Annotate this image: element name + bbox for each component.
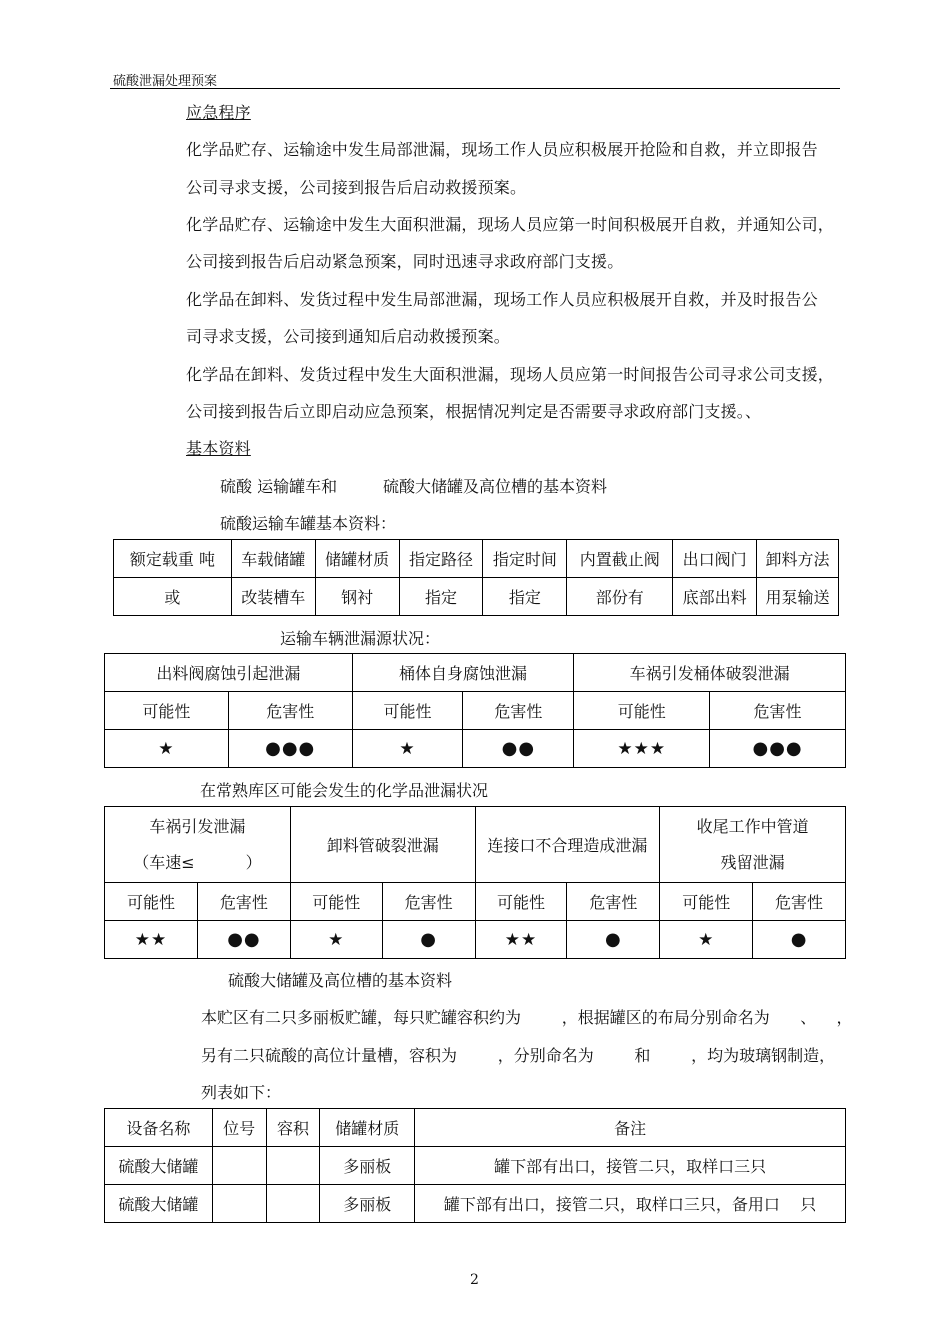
table-cell: 用泵输送 — [757, 578, 839, 616]
rating-stars: ★ — [352, 730, 463, 768]
table-cell: 改装槽车 — [231, 578, 315, 616]
subheading-storage: 硫酸大储罐及高位槽的基本资料 — [383, 477, 608, 496]
table-header-cell: 储罐材质 — [315, 540, 399, 578]
leak-group-header: 出料阀腐蚀引起泄漏 — [105, 654, 353, 692]
rating-dots: ● — [753, 921, 846, 959]
section-heading-emergency-procedure: 应急程序 — [186, 103, 251, 122]
table-cell: 底部出料 — [673, 578, 757, 616]
rating-stars: ★★ — [105, 921, 198, 959]
rating-dots: ●●● — [228, 730, 352, 768]
sub-header-cell: 可能性 — [574, 692, 710, 730]
table-header-cell: 内置截止阀 — [567, 540, 673, 578]
table-header-cell: 指定路径 — [399, 540, 483, 578]
table-header-cell: 设备名称 — [105, 1109, 213, 1147]
table-cell: 指定 — [399, 578, 483, 616]
paragraph-line: 另有二只硫酸的高位计量槽，容积为 ，分别命名为 和 ，均为玻璃钢制造， — [201, 1046, 836, 1065]
leak-group-header: 卸料管破裂泄漏 — [290, 807, 475, 883]
leak-group-line: （车速≤ ） — [133, 852, 262, 872]
sub-header-cell: 危害性 — [567, 883, 660, 921]
paragraph-line: 司寻求支援，公司接到通知后启动救援预案。 — [186, 327, 511, 346]
table-cell: 多丽板 — [320, 1185, 415, 1223]
leak-group-line: 残留泄漏 — [720, 852, 785, 872]
table-header-cell: 位号 — [212, 1109, 266, 1147]
rating-dots: ● — [382, 921, 475, 959]
table-header-cell: 容积 — [266, 1109, 320, 1147]
sub-header-cell: 可能性 — [105, 883, 198, 921]
sub-header-cell: 危害性 — [753, 883, 846, 921]
table-header-cell: 备注 — [415, 1109, 846, 1147]
rating-stars: ★ — [105, 730, 229, 768]
table-cell: 或 — [114, 578, 232, 616]
subheading-tanker: 硫酸 运输罐车和 — [220, 477, 338, 496]
paragraph-line: 化学品在卸料、发货过程中发生局部泄漏，现场工作人员应积极展开自救，并及时报告公 — [186, 290, 818, 309]
sub-header-cell: 可能性 — [290, 883, 382, 921]
paragraph-line: 列表如下： — [201, 1083, 282, 1102]
table-header-cell: 车载储罐 — [231, 540, 315, 578]
table-cell: 钢衬 — [315, 578, 399, 616]
leak-group-line: 车祸引发泄漏 — [149, 816, 246, 836]
paragraph-line: 公司接到报告后立即启动应急预案，根据情况判定是否需要寻求政府部门支援。、 — [186, 402, 762, 421]
sub-header-cell: 危害性 — [382, 883, 475, 921]
paragraph-line: 化学品贮存、运输途中发生大面积泄漏，现场人员应第一时间积极展开自救，并通知公司， — [186, 215, 835, 234]
vehicle-leak-table — [104, 653, 846, 768]
paragraph-line: 化学品在卸料、发货过程中发生大面积泄漏，现场人员应第一时间报告公司寻求公司支援， — [186, 365, 835, 384]
sub-header-cell: 可能性 — [352, 692, 463, 730]
leak-group-header: 桶体自身腐蚀泄漏 — [352, 654, 574, 692]
table-cell: 多丽板 — [320, 1147, 415, 1185]
table-header-cell: 出口阀门 — [673, 540, 757, 578]
leak-group-header: 连接口不合理造成泄漏 — [475, 807, 660, 883]
sub-header-cell: 危害性 — [228, 692, 352, 730]
caption-changshu-leaks: 在常熟库区可能会发生的化学品泄漏状况 — [200, 781, 489, 800]
sub-header-cell: 可能性 — [660, 883, 753, 921]
paragraph-line: 公司寻求支援，公司接到报告后启动救援预案。 — [186, 178, 527, 197]
table-cell: 部份有 — [567, 578, 673, 616]
table-cell: 罐下部有出口，接管二只，取样口三只，备用口 只 — [415, 1185, 846, 1223]
table-header-cell: 指定时间 — [483, 540, 567, 578]
rating-stars: ★ — [290, 921, 382, 959]
paragraph-line: 化学品贮存、运输途中发生局部泄漏，现场工作人员应积极展开抢险和自救，并立即报告 — [186, 140, 818, 159]
caption-leak-sources: 运输车辆泄漏源状况： — [280, 629, 441, 648]
sub-header-cell: 可能性 — [475, 883, 567, 921]
rating-dots: ●● — [197, 921, 290, 959]
table-header-cell: 卸料方法 — [757, 540, 839, 578]
sub-header-cell: 危害性 — [197, 883, 290, 921]
table-header-cell: 储罐材质 — [320, 1109, 415, 1147]
sub-header-cell: 可能性 — [105, 692, 229, 730]
table-cell — [266, 1147, 320, 1185]
table-cell: 指定 — [483, 578, 567, 616]
table-cell: 罐下部有出口，接管二只，取样口三只 — [415, 1147, 846, 1185]
rating-dots: ●● — [463, 730, 574, 768]
leak-group-header — [660, 807, 846, 883]
sub-header-cell: 危害性 — [463, 692, 574, 730]
header-rule — [110, 88, 840, 89]
tanker-info-table — [113, 539, 839, 616]
leak-group-line: 收尾工作中管道 — [696, 816, 809, 836]
table-cell — [212, 1147, 266, 1185]
equipment-table — [104, 1108, 846, 1223]
table-cell: 硫酸大储罐 — [105, 1185, 213, 1223]
table-header-cell: 额定载重 吨 — [114, 540, 232, 578]
leak-group-header: 车祸引发桶体破裂泄漏 — [574, 654, 846, 692]
table-cell: 硫酸大储罐 — [105, 1147, 213, 1185]
table-cell — [212, 1185, 266, 1223]
depot-leak-table — [104, 806, 846, 959]
page-header-title: 硫酸泄漏处理预案 — [113, 74, 218, 89]
table-cell — [266, 1185, 320, 1223]
rating-stars: ★★ — [475, 921, 567, 959]
rating-stars: ★★★ — [574, 730, 710, 768]
rating-dots: ●●● — [710, 730, 846, 768]
subheading-tanker-info: 硫酸运输车罐基本资料： — [220, 514, 397, 533]
caption-storage-tanks: 硫酸大储罐及高位槽的基本资料 — [228, 971, 453, 990]
page-number: 2 — [470, 1272, 479, 1288]
sub-header-cell: 危害性 — [710, 692, 846, 730]
leak-group-header — [105, 807, 291, 883]
rating-dots: ● — [567, 921, 660, 959]
section-heading-basic-info: 基本资料 — [186, 439, 251, 458]
rating-stars: ★ — [660, 921, 753, 959]
paragraph-line: 公司接到报告后启动紧急预案，同时迅速寻求政府部门支援。 — [186, 252, 624, 271]
paragraph-line: 本贮区有二只多丽板贮罐，每只贮罐容积约为 ，根据罐区的布局分别命名为 、 ， — [201, 1008, 853, 1027]
